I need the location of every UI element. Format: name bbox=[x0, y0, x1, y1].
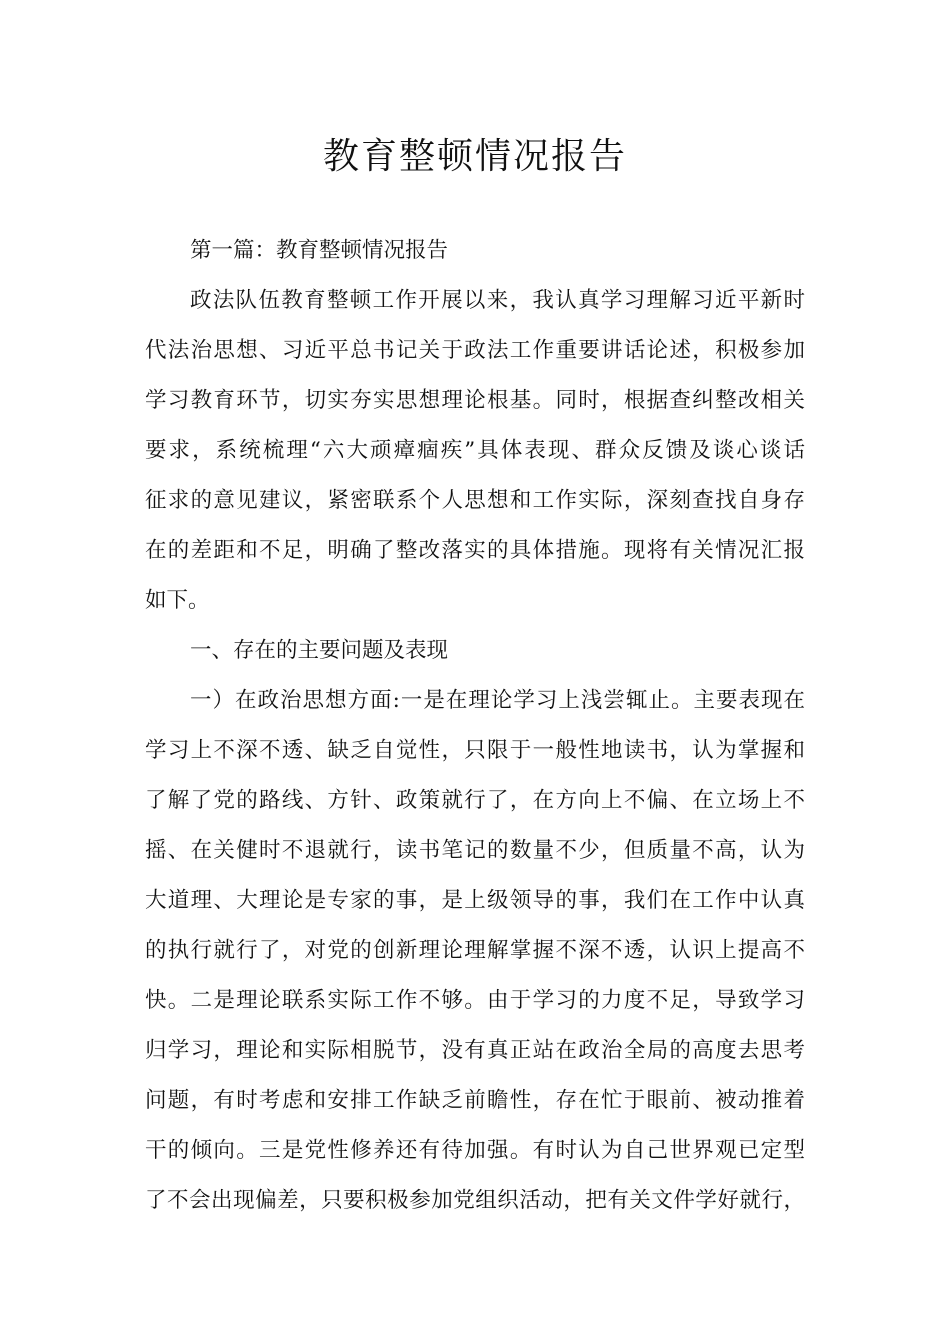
paragraph-line: 如下。 bbox=[145, 588, 210, 613]
paragraph-line: 要求，系统梳理“六大顽瘴痼疾”具体表现、群众反馈及谈心谈话 bbox=[145, 438, 805, 463]
paragraph-line: 干的倾向。三是党性修养还有待加强。有时认为自己世界观已定型 bbox=[145, 1138, 805, 1163]
paragraph-line: 征求的意见建议，紧密联系个人思想和工作实际，深刻查找自身存 bbox=[145, 488, 805, 513]
paragraph-line: 快。二是理论联系实际工作不够。由于学习的力度不足，导致学习 bbox=[145, 988, 805, 1013]
paragraph-line: 学习上不深不透、缺乏自觉性，只限于一般性地读书，认为掌握和 bbox=[145, 738, 805, 763]
paragraph-line: 学习教育环节，切实夯实思想理论根基。同时，根据查纠整改相关 bbox=[145, 388, 805, 413]
section-heading-part-one: 第一篇：教育整顿情况报告 bbox=[190, 238, 449, 263]
paragraph-line: 了解了党的路线、方针、政策就行了，在方向上不偏、在立场上不 bbox=[145, 788, 805, 813]
paragraph-line: 摇、在关健时不退就行，读书笔记的数量不少，但质量不高，认为 bbox=[145, 838, 805, 863]
paragraph-line: 政法队伍教育整顿工作开展以来，我认真学习理解习近平新时 bbox=[190, 288, 805, 313]
paragraph-line: 的执行就行了，对党的创新理论理解掌握不深不透，认识上提高不 bbox=[145, 938, 805, 963]
paragraph-line: 大道理、大理论是专家的事，是上级领导的事，我们在工作中认真 bbox=[145, 888, 805, 913]
paragraph-line: 归学习，理论和实际相脱节，没有真正站在政治全局的高度去思考 bbox=[145, 1038, 805, 1063]
paragraph-line: 代法治思想、习近平总书记关于政法工作重要讲话论述，积极参加 bbox=[145, 338, 805, 363]
document-title: 教育整顿情况报告 bbox=[322, 136, 627, 177]
paragraph-line: 问题，有时考虑和安排工作缺乏前瞻性，存在忙于眼前、被动推着 bbox=[145, 1088, 805, 1113]
paragraph-line: 在的差距和不足，明确了整改落实的具体措施。现将有关情况汇报 bbox=[145, 538, 805, 563]
section-heading-problems: 一、存在的主要问题及表现 bbox=[190, 638, 449, 663]
paragraph-line: 了不会出现偏差，只要积极参加党组织活动，把有关文件学好就行， bbox=[145, 1188, 805, 1213]
paragraph-line: 一）在政治思想方面:一是在理论学习上浅尝辄止。主要表现在 bbox=[190, 688, 805, 713]
